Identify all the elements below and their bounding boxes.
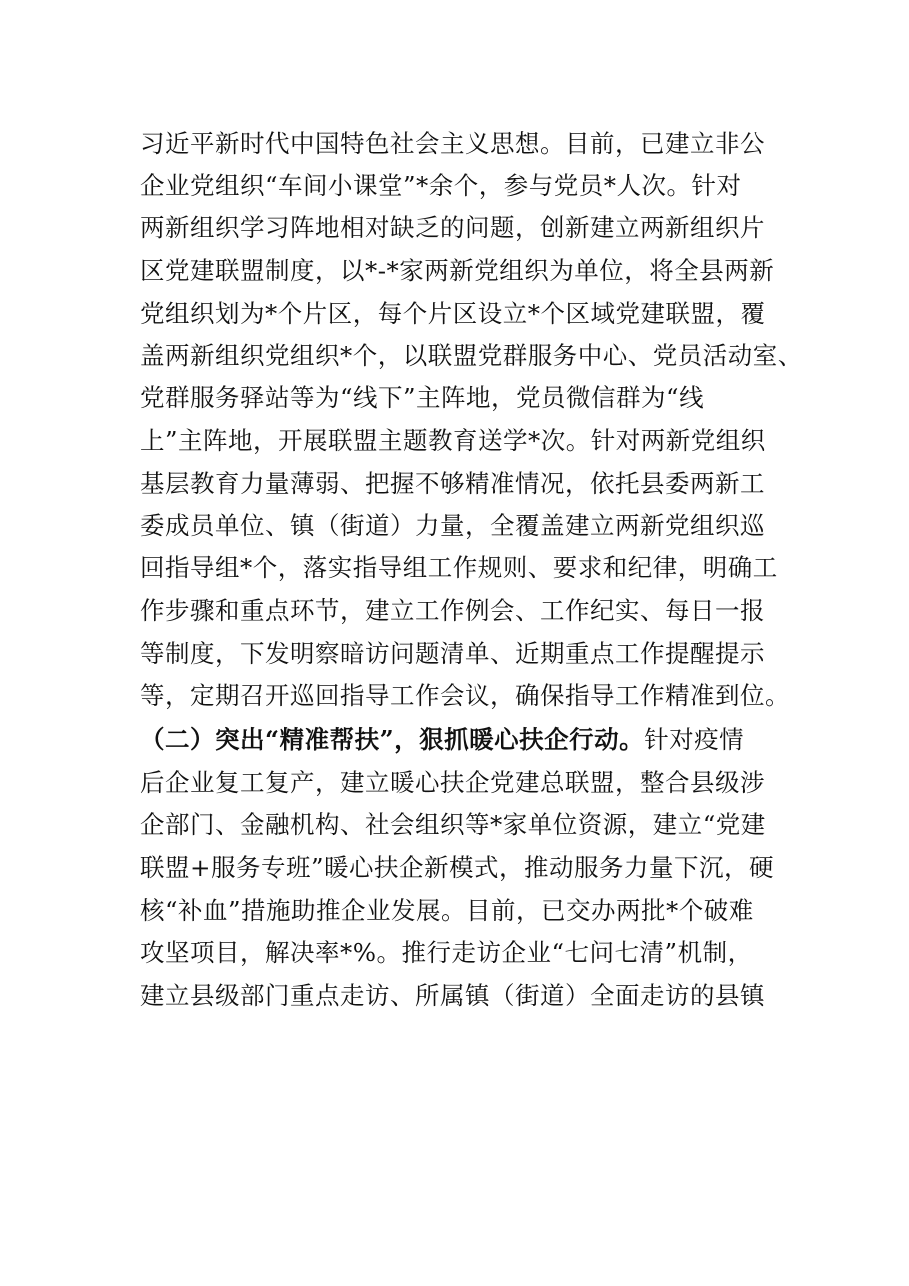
paragraph-line: 盖两新组织党组织*个，以联盟党群服务中心、党员活动室、 — [140, 341, 803, 370]
paragraph-line: 回指导组*个，落实指导组工作规则、要求和纪律，明确工 — [140, 553, 778, 582]
paragraph-line: 企部门、金融机构、社会组织等*家单位资源，建立“党建 — [140, 810, 766, 839]
paragraph-line: 企业党组织“车间小课堂”*余个，参与党员*人次。针对 — [140, 171, 742, 200]
paragraph-line: 攻坚项目，解决率*%。推行走访企业“七问七清”机制， — [140, 938, 753, 967]
paragraph-line: 后企业复工复产，建立暖心扶企党建总联盟，整合县级涉 — [140, 768, 765, 797]
paragraph-line: 党组织划为*个片区，每个片区设立*个区域党建联盟，覆 — [140, 299, 766, 328]
paragraph-line: 基层教育力量薄弱、把握不够精准情况，依托县委两新工 — [140, 469, 765, 498]
paragraph-line: 等制度，下发明察暗访问题清单、近期重点工作提醒提示 — [140, 639, 765, 668]
paragraph-line: 作步骤和重点环节，建立工作例会、工作纪实、每日一报 — [140, 596, 765, 625]
paragraph-line: 等，定期召开巡回指导工作会议，确保指导工作精准到位。 — [140, 681, 790, 710]
paragraph-line: 联盟+服务专班”暖心扶企新模式，推动服务力量下沉，硬 — [140, 853, 775, 882]
paragraph-line: 两新组织学习阵地相对缺乏的问题，创新建立两新组织片 — [140, 213, 765, 242]
paragraph-line: 核“补血”措施助推企业发展。目前，已交办两批*个破难 — [140, 896, 754, 925]
paragraph-line: 上”主阵地，开展联盟主题教育送学*次。针对两新党组织 — [140, 426, 766, 455]
paragraph-line: 委成员单位、镇（街道）力量，全覆盖建立两新党组织巡 — [140, 511, 765, 540]
paragraph-line: 区党建联盟制度，以*-*家两新党组织为单位，将全县两新 — [140, 256, 775, 285]
paragraph-line: 习近平新时代中国特色社会主义思想。目前，已建立非公 — [140, 129, 765, 158]
paragraph-line: 党群服务驿站等为“线下”主阵地，党员微信群为“线 — [140, 383, 705, 412]
section-heading-line — [140, 720, 820, 760]
section-heading: （二）突出“精准帮扶”，狠抓暖心扶企行动。 — [140, 725, 645, 754]
section-heading-tail: 针对疫情 — [644, 725, 745, 754]
paragraph-line: 建立县级部门重点走访、所属镇（街道）全面走访的县镇 — [140, 981, 765, 1010]
